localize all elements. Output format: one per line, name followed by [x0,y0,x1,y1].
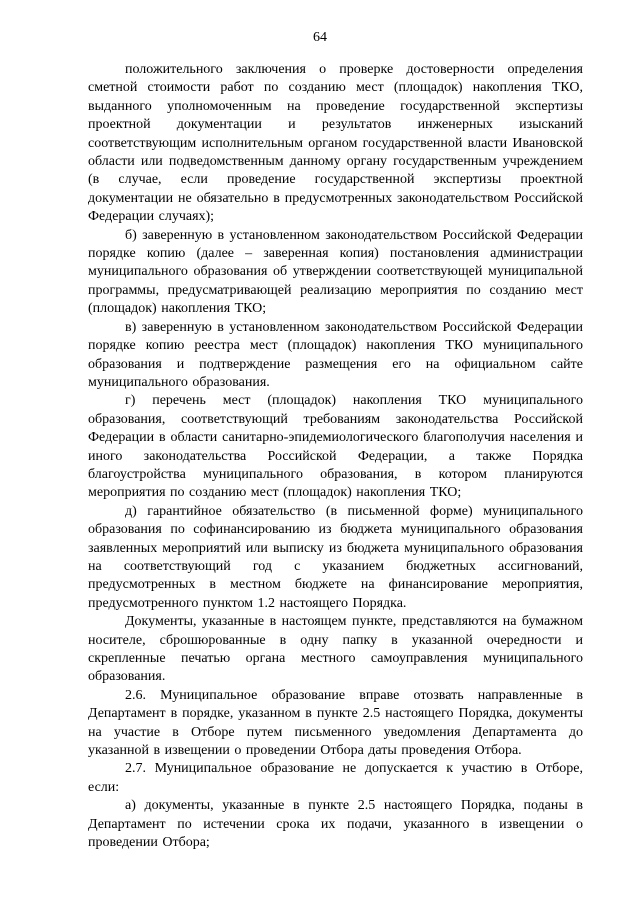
paragraph-continuation: положительного заключения о проверке достоверности определения сметной стоимости работ по созданию мест (площадок) накопления ТКО, выданного уполномоченным на проведение государственной экспертизы проектной документации и результатов инженерных изысканий соответствующим исполнительным органом государственной власти Ивановской области или подведомственным данному органу государственным учреждением (в случае, если проведение государственной экспертизы проектной документации не обязательно в предусмотренных законодательством Российской Федерации случаях); [88,62,583,225]
paragraph-clause-2-7: 2.7. Муниципальное образование не допускается к участию в Отборе, если: [88,761,583,795]
paragraph-item-g: г) перечень мест (площадок) накопления ТКО муниципального образования, соответствующий требованиям законодательства Российской Федерации в области санитарно-эпидемиологического благополучия населения и иного законодательства Российской Федерации, а также Порядка благоустройства муниципального образования, в котором планируются мероприятия по созданию мест (площадок) накопления ТКО; [88,393,583,501]
paragraph-documents-note: Документы, указанные в настоящем пункте, представляются на бумажном носителе, сброшюрованные в одну папку в указанной очередности и скрепленные печатью органа местного самоуправления муниципального образования. [88,614,583,685]
page-number: 64 [313,30,327,45]
paragraph-item-v: в) заверенную в установленном законодательством Российской Федерации порядке копию реестра мест (площадок) накопления ТКО муниципального образования и подтверждение размещения его на официальном сайте муниципального образования. [88,319,583,390]
paragraph-item-d: д) гарантийное обязательство (в письменной форме) муниципального образования по софинансированию из бюджета муниципального образования заявленных мероприятий или выписку из бюджета муниципального образования на соответствующий год с указанием бюджетных ассигнований, предусмотренных в местном бюджете на финансирование мероприятия, предусмотренного пунктом 1.2 настоящего Порядка. [88,503,583,611]
paragraph-item-b: б) заверенную в установленном законодательством Российской Федерации порядке копию (далее – заверенная копия) постановления администрации муниципального образования об утверждении соответствующей муниципальной программы, предусматривающей реализацию мероприятия по созданию мест (площадок) накопления ТКО; [88,227,583,317]
paragraph-item-a: а) документы, указанные в пункте 2.5 настоящего Порядка, поданы в Департамент по истечении срока их подачи, указанного в извещении о проведении Отбора; [88,798,583,851]
document-content [88,61,583,852]
paragraph-clause-2-6: 2.6. Муниципальное образование вправе отозвать направленные в Департамент в порядке, указанном в пункте 2.5 настоящего Порядка, документы на участие в Отборе путем письменного уведомления Департамента до указанной в извещении о проведении Отбора даты проведения Отбора. [88,687,583,759]
